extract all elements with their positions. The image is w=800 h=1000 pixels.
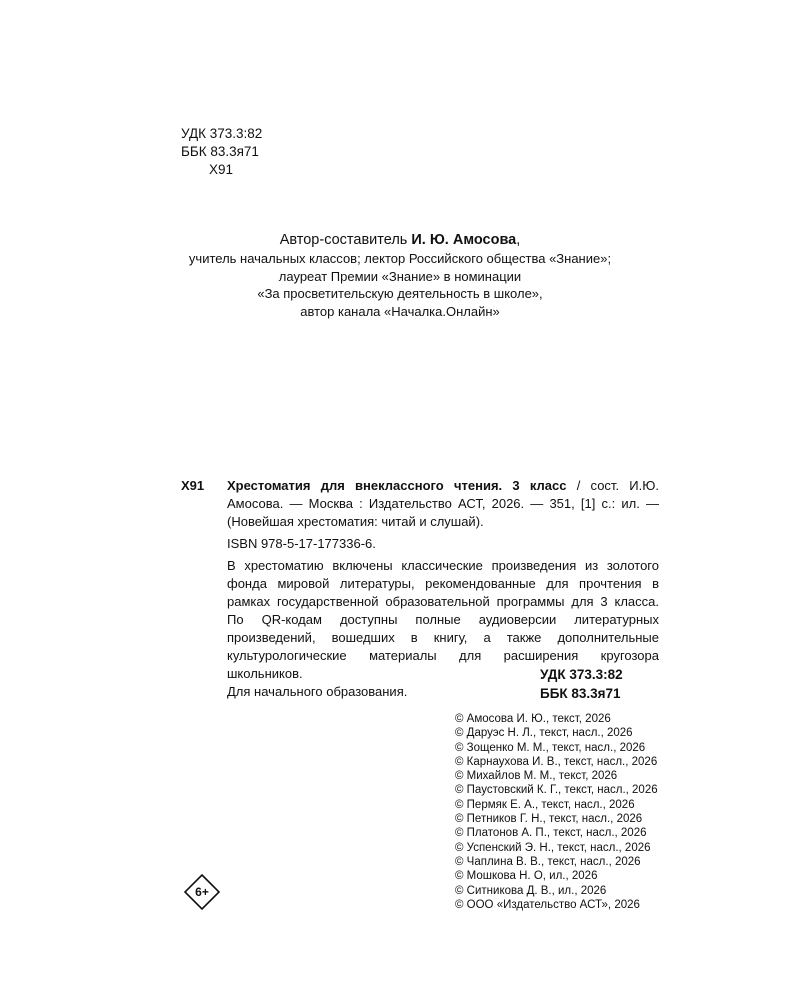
copyright-item: © Карнаухова И. В., текст, насл., 2026 [455,755,658,768]
author-info [150,230,650,320]
udk-code-bottom: УДК 373.3:82 [540,667,623,682]
bbk-code: ББК 83.3я71 [181,144,259,159]
author-prefix: Автор-составитель [279,232,408,248]
copyright-item: © Даруэс Н. Л., текст, насл., 2026 [455,727,633,740]
copyright-item: © Успенский Э. Н., текст, насл., 2026 [455,841,651,854]
copyright-item: © Мошкова Н. О, ил., 2026 [455,870,598,883]
copyright-item: © Михайлов М. М., текст, 2026 [455,770,618,783]
author-name: И. Ю. Амосова [411,232,517,248]
copyright-item: © Паустовский К. Г., текст, насл., 2026 [455,784,658,797]
bbk-code-bottom: ББК 83.3я71 [540,686,621,701]
copyright-item: © Пермяк Е. А., текст, насл., 2026 [455,798,635,811]
isbn: ISBN 978-5-17-177336-6. [227,536,376,551]
author-credential-3: «За просветительскую деятельность в школе», [257,286,543,301]
author-line [150,230,650,250]
author-credential-2: лауреат Премии «Знание» в номинации [278,268,522,284]
author-suffix: , [516,232,521,248]
classification-codes [181,125,262,179]
copyright-item: © Чаплина В. В., текст, насл., 2026 [455,855,641,868]
description-text: В хрестоматию включены классические произведения из золотого фонда мировой литературы, рекомендованные для прочтения в рамках государственной образовательной программы для 3 класса. По QR-кодам доступны полные аудиоверсии литературных произведений, вошедших в книгу, а также дополнительные культурологические материалы для расширения кругозора школьников. [227,558,659,681]
audience: Для начального образования. [227,684,408,699]
udk-code: УДК 373.3:82 [181,126,263,141]
copyright-item: © Зощенко М. М., текст, насл., 2026 [455,741,646,754]
copyright-item: © Ситникова Д. В., ил., 2026 [455,884,607,897]
copyright-item: © ООО «Издательство АСТ», 2026 [455,898,640,911]
age-rating-label: 6+ [195,885,209,899]
age-rating-badge [184,874,220,910]
book-title: Хрестоматия для внеклассного чтения. 3 класс [227,478,567,493]
book-imprint: / сост. И.Ю. Амосова. — Москва : Издательство АСТ, 2026. — 351, [1] с.: ил. — (Новейшая хрестоматия: читай и слушай). [227,478,659,529]
bibliographic-record [181,477,659,531]
copyright-item: © Петников Г. Н., текст, насл., 2026 [455,813,643,826]
author-credential-4: автор канала «Началка.Онлайн» [300,303,500,319]
copyright-item: © Платонов А. П., текст, насл., 2026 [455,827,647,840]
copyright-item: © Амосова И. Ю., текст, 2026 [455,713,611,725]
record-code: Х91 [181,478,205,493]
author-credential-1: учитель начальных классов; лектор Российского общества «Знание»; [188,251,612,266]
copyright-list [455,712,658,912]
classification-codes-bottom [540,665,660,703]
author-mark: Х91 [209,162,234,177]
